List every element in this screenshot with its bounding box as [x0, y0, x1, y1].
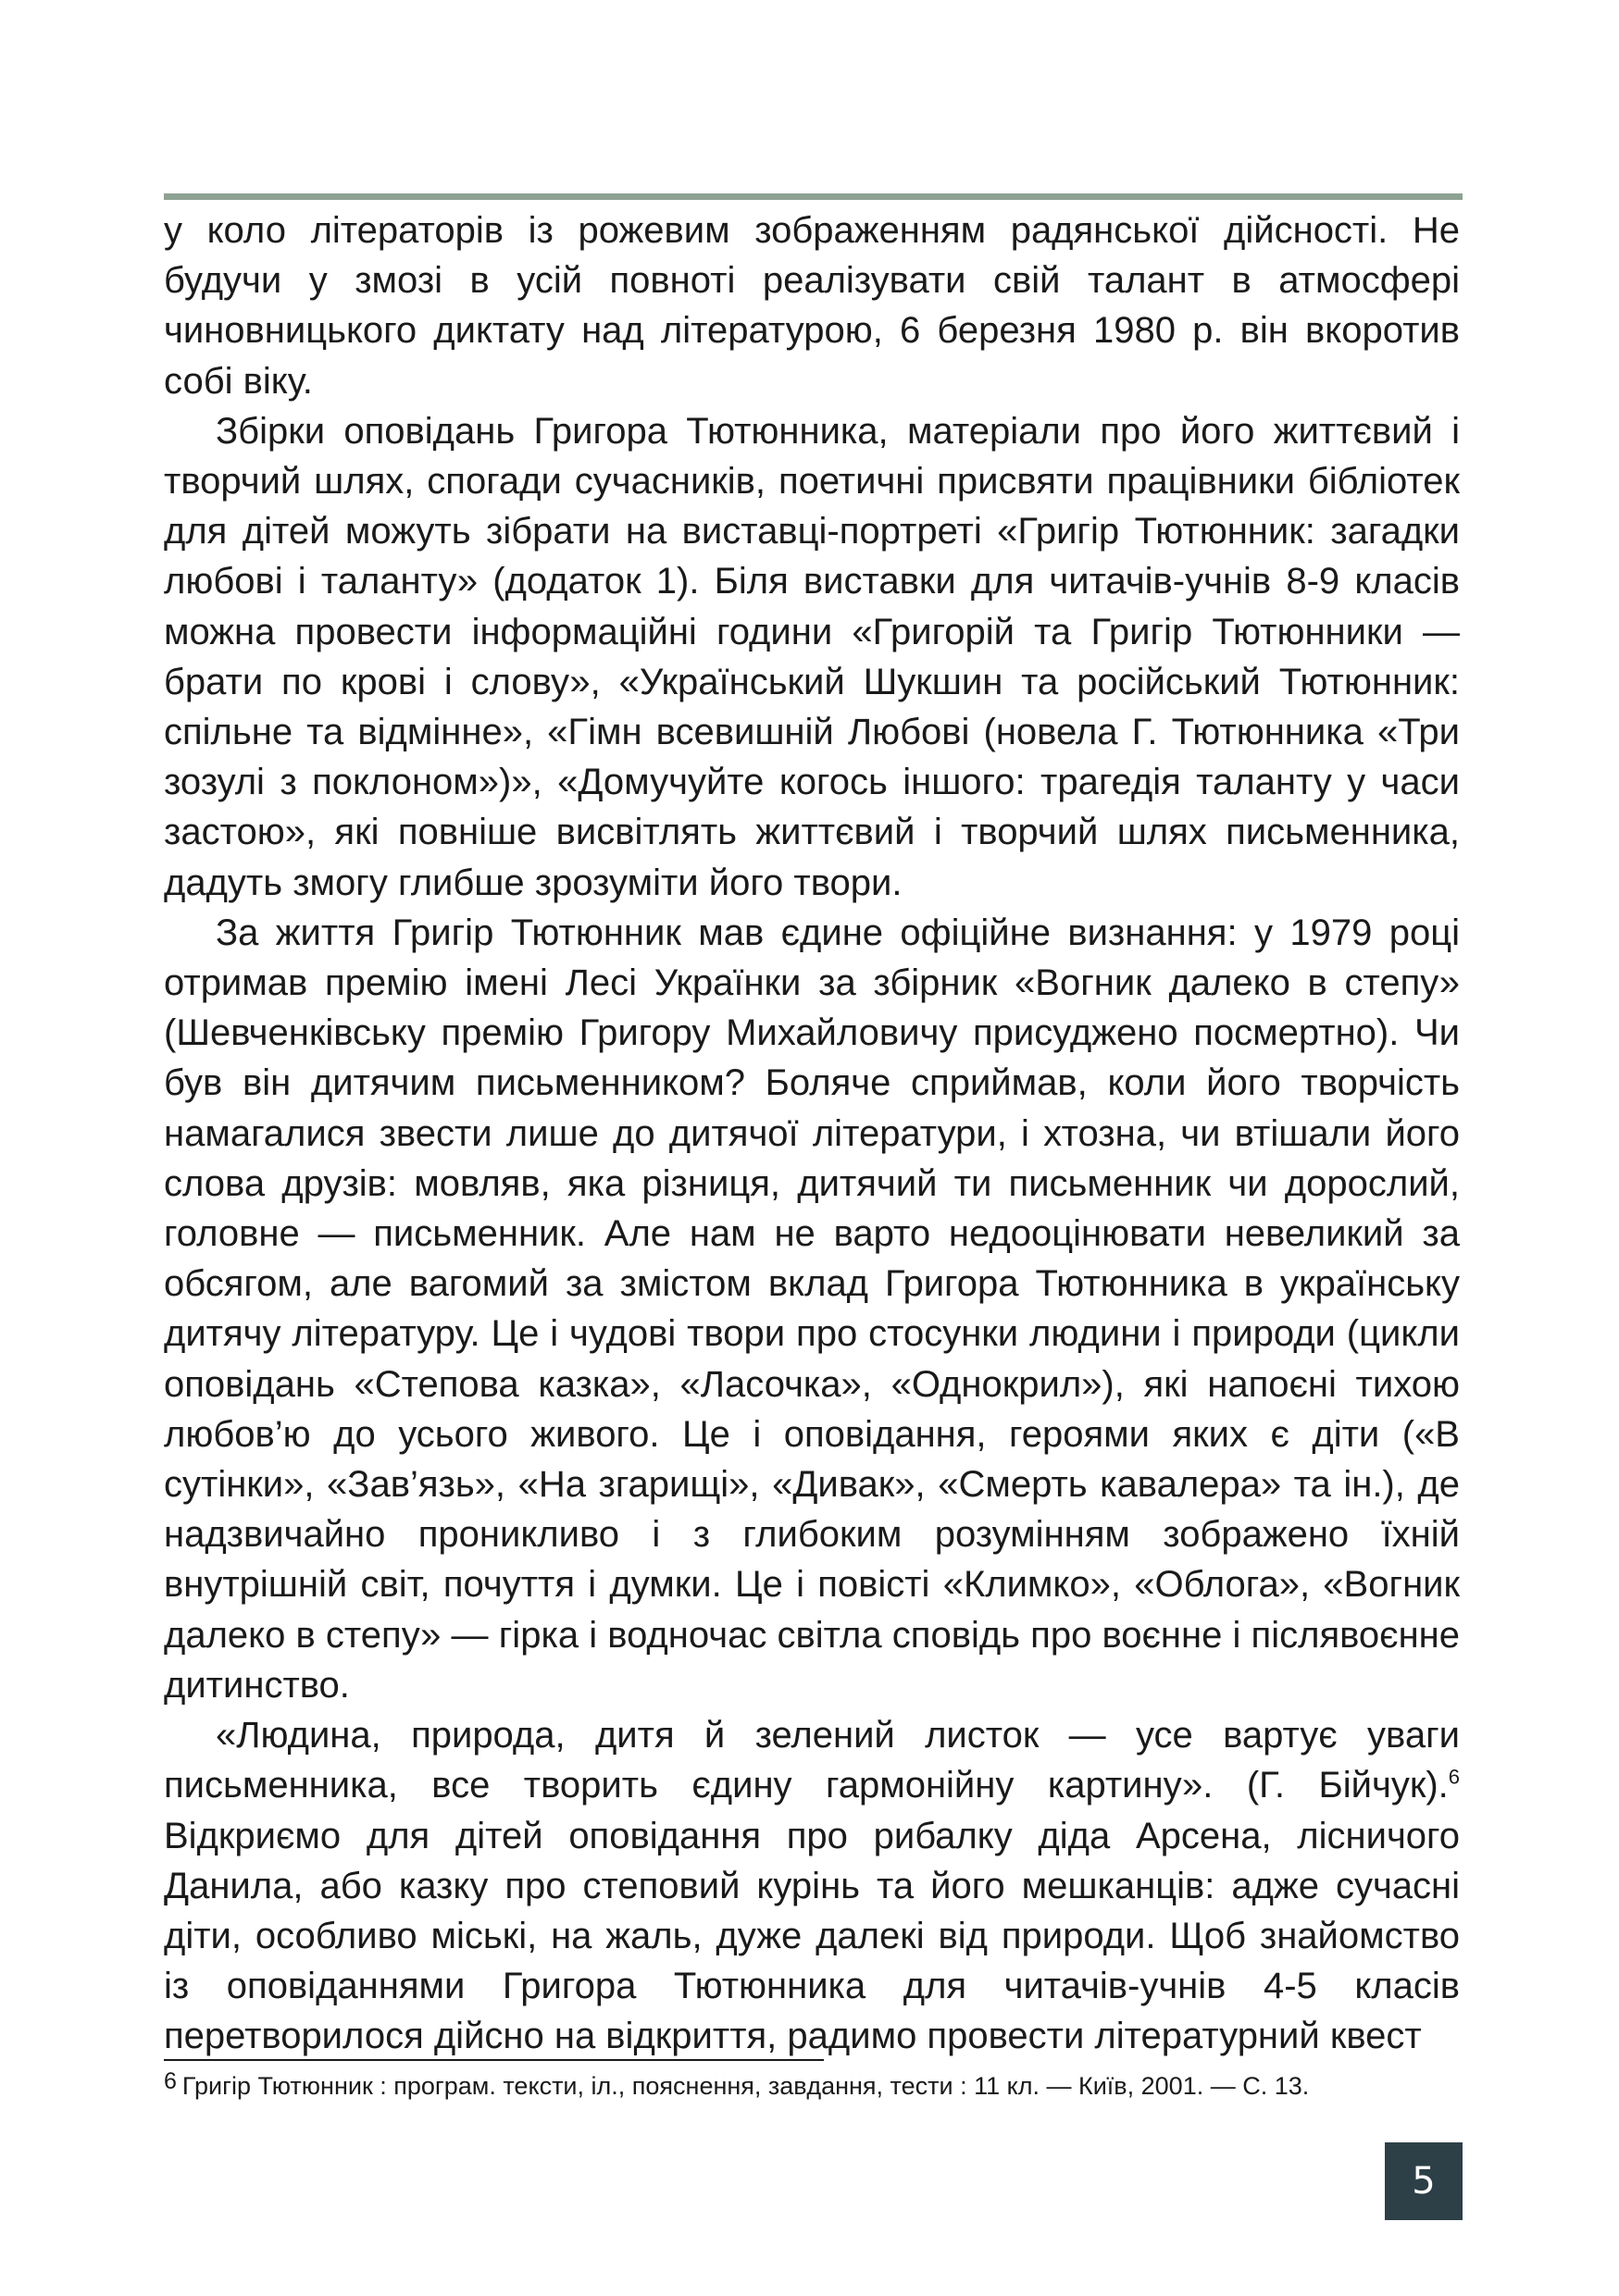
paragraph-3: За життя Григір Тютюнник мав єдине офіційне визнання: у 1979 році отримав премію імені Лесі Українки за збірник «Вогник далеко в степу» (Шевченківську премію Григору Михайловичу присуджено посмертно). Чи був він дитячим письменником? Боляче сприймав, коли його творчість намагалися звести лише до дитячої літератури, і хтозна, чи втішали його слова друзів: мовляв, яка різниця, дитячий ти письменник чи дорослий, головне — письменник. Але нам не варто недооцінювати невеликий за обсягом, але вагомий за змістом вклад Григора Тютюнника в українську дитячу літературу. Це і чудові твори про стосунки людини і природи (цикли оповідань «Степова казка», «Ласочка», «Однокрил»), які напоєні тихою любов’ю до усього живого. Це і оповідання, героями яких є діти («В сутінки», «Зав’язь», «На згарищі», «Дивак», «Смерть кавалера» та ін.), де надзвичайно проникливо і з глибоким розумінням зображено їхній внутрішній світ, почуття і думки. Це і повісті «Климко», «Облога», «Вогник далеко в степу» — гірка і водночас світла сповідь про воєнне і післявоєнне дитинство.	[164, 912, 1460, 1706]
footnote-reference[interactable]: 6	[1448, 1765, 1460, 1789]
footnote	[164, 2069, 1460, 2103]
paragraph-4	[164, 1710, 1460, 2061]
footnote-text: Григір Тютюнник : програм. тексти, іл., пояснення, завдання, тести : 11 кл. — Київ, 2001. — С. 13.	[181, 2072, 1310, 2100]
paragraph-4-quote: «Людина, природа, дитя й зелений листок — усе вартує уваги письменника, все творить єдину гармонійну картину». (Г. Бійчук).	[164, 1715, 1460, 1806]
header-rule	[164, 193, 1463, 200]
body-text	[164, 205, 1460, 2062]
paragraph-2: Збірки оповідань Григора Тютюнника, матеріали про його життєвий і творчий шлях, спогади сучасників, поетичні присвяти працівники бібліотек для дітей можуть зібрати на виставці-портреті «Григір Тютюнник: загадки любові і таланту» (додаток 1). Біля виставки для читачів-учнів 8-9 класів можна провести інформаційні години «Григорій та Григір Тютюнники — брати по крові і слову», «Український Шукшин та російський Тютюнник: спільне та відмінне», «Гімн всевишній Любові (новела Г. Тютюнника «Три зозулі з поклоном»)», «Домучуйте когось іншого: трагедія таланту у часи застою», які повніше висвітлять життєвий і творчий шлях письменника, дадуть змогу глибше зрозуміти його твори.	[164, 410, 1460, 903]
footnote-separator	[164, 2059, 824, 2061]
paragraph-4-continuation: Відкриємо для дітей оповідання про рибалку діда Арсена, лісничого Данила, або казку про степовий курінь та його мешканців: адже сучасні діти, особливо міські, на жаль, дуже далекі від природи. Щоб знайомство із оповіданнями Григора Тютюнника для читачів-учнів 4-5 класів перетворилося дійсно на відкриття, радимо провести літературний квест	[164, 1815, 1460, 2057]
footnote-number: 6	[164, 2068, 177, 2094]
paragraph-1: у коло літераторів із рожевим зображенням радянської дійсності. Не будучи у змозі в усій повноті реалізувати свій талант в атмосфері чиновницького диктату над літературою, 6 березня 1980 р. він вкоротив собі віку.	[164, 210, 1460, 402]
page-number: 5	[1385, 2142, 1463, 2220]
